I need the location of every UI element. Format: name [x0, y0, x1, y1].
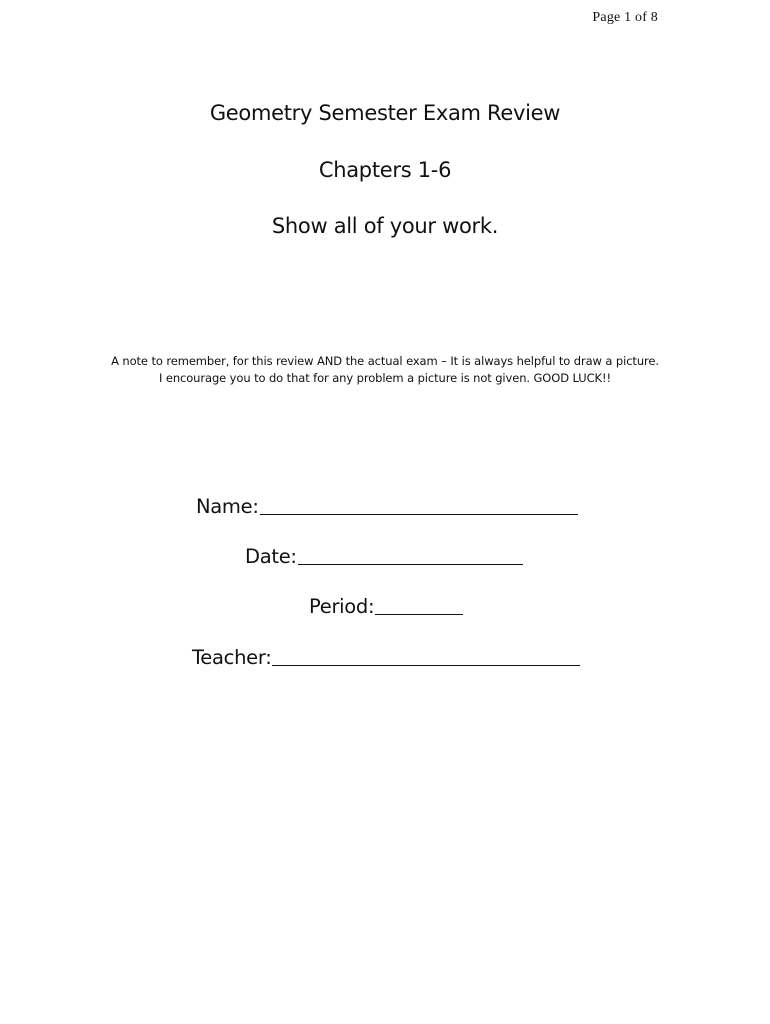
- period-field: [309, 594, 463, 618]
- date-blank-line: [298, 544, 523, 565]
- name-label: Name:: [196, 495, 259, 518]
- date-field: [245, 544, 523, 568]
- note-line-1: A note to remember, for this review AND the actual exam – It is always helpful to draw a picture.: [111, 354, 659, 368]
- page-number: Page 1 of 8: [592, 10, 658, 25]
- teacher-field: [192, 645, 580, 669]
- note-line-2: I encourage you to do that for any problem a picture is not given. GOOD LUCK!!: [159, 371, 611, 385]
- period-label: Period:: [309, 595, 375, 618]
- period-blank-line: [375, 594, 463, 615]
- date-label: Date:: [245, 545, 297, 568]
- document-instruction: Show all of your work.: [271, 214, 499, 238]
- name-field: [196, 494, 578, 518]
- name-blank-line: [260, 494, 578, 515]
- teacher-label: Teacher:: [192, 646, 272, 669]
- note-paragraph: [0, 353, 770, 387]
- document-title: Geometry Semester Exam Review: [209, 101, 561, 125]
- teacher-blank-line: [272, 645, 580, 666]
- document-subtitle: Chapters 1-6: [318, 158, 452, 182]
